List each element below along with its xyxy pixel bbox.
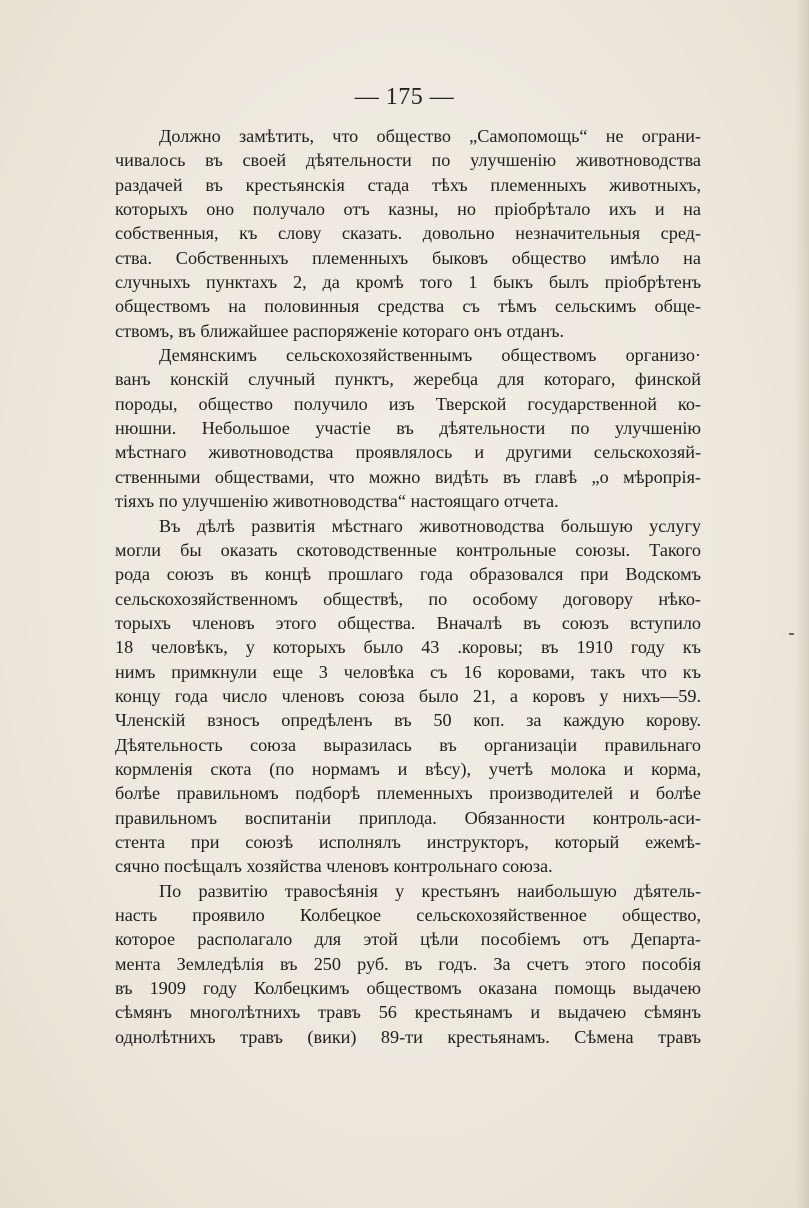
text-line: Демянскимъ сельскохозяйственнымъ обществомъ организо· <box>159 345 701 366</box>
text-line: ствомъ, въ ближайшее распоряженіе котораго онъ отданъ. <box>115 320 565 341</box>
text-line: Должно замѣтить, что общество „Самопомощь“ не ограни- <box>159 126 701 146</box>
page-number: — 175 — <box>354 84 455 110</box>
text-line: которыхъ оно получало отъ казны, но пріобрѣтало ихъ и на <box>115 199 701 220</box>
text-line: нюшни. Небольшое участіе въ дѣятельности по улучшенію <box>115 418 701 439</box>
text-line: торыхъ членовъ этого общества. Вначалѣ въ союзъ вступило <box>115 612 701 633</box>
text-line: сельскохозяйственномъ обществѣ, по особому договору нѣко- <box>115 588 701 609</box>
text-line: обществомъ на половинныя средства съ тѣмъ сельскимъ обще- <box>115 296 701 317</box>
text-line: могли бы оказать скотоводственные контрольные союзы. Такого <box>115 539 701 560</box>
text-line: ственными обществами, что можно видѣть въ главѣ „о мѣропрія- <box>115 466 701 487</box>
text-line: нимъ примкнули еще 3 человѣка съ 16 коровами, такъ что къ <box>115 661 701 682</box>
text-line: мѣстнаго животноводства проявлялось и другими сельскохозяй- <box>115 442 701 463</box>
page-spine-shadow <box>795 0 809 1208</box>
text-line: которое располагало для этой цѣли пособіемъ отъ Департа- <box>115 929 701 950</box>
margin-mark <box>789 633 794 635</box>
text-line: ванъ конскій случный пунктъ, жеребца для котораго, финской <box>115 369 701 390</box>
text-line: насть проявило Колбецкое сельскохозяйственное общество, <box>115 905 701 925</box>
text-line: болѣе правильномъ подборѣ племенныхъ производителей и болѣе <box>115 783 701 804</box>
text-line: случныхъ пунктахъ 2, да кромѣ того 1 быкъ былъ пріобрѣтенъ <box>115 272 701 293</box>
text-line: собственныя, къ слову сказать. довольно незначительныя сред- <box>115 223 701 244</box>
text-line: стента при союзѣ исполнялъ инструкторъ, который ежемѣ- <box>115 831 701 852</box>
text-line: тіяхъ по улучшенію животноводства“ настоящаго отчета. <box>115 491 559 512</box>
text-line: Членскій взносъ опредѣленъ въ 50 коп. за каждую корову. <box>115 710 701 731</box>
text-line: однолѣтнихъ травъ (вики) 89-ти крестьянамъ. Сѣмена травъ <box>115 1026 701 1047</box>
text-line: чивалось въ своей дѣятельности по улучшенію животноводства <box>115 150 701 171</box>
text-line: Дѣятельность союза выразилась въ организаціи правильнаго <box>115 734 701 755</box>
text-line: сячно посѣщалъ хозяйства членовъ контрольнаго союза. <box>115 856 553 877</box>
text-line: 18 человѣкъ, у которыхъ было 43 .коровы; въ 1910 году къ <box>115 637 701 658</box>
text-line: ства. Собственныхъ племенныхъ быковъ общество имѣло на <box>115 247 701 268</box>
text-line: рода союзъ въ концѣ прошлаго года образовался при Водскомъ <box>115 564 701 585</box>
text-line: Въ дѣлѣ развитія мѣстнаго животноводства большую услугу <box>159 515 701 536</box>
text-line: мента Земледѣлія въ 250 руб. въ годъ. За счетъ этого пособія <box>115 953 701 974</box>
text-line: правильномъ воспитаніи приплода. Обязанности контроль-аси- <box>115 807 701 828</box>
text-line: концу года число членовъ союза было 21, а коровъ у нихъ—59. <box>115 685 701 706</box>
text-line: породы, общество получило изъ Тверской государственной ко- <box>115 393 701 414</box>
text-line: въ 1909 году Колбецкимъ обществомъ оказана помощь выдачею <box>115 978 701 999</box>
text-line: сѣмянъ многолѣтнихъ травъ 56 крестьянамъ и выдачею сѣмянъ <box>115 1002 701 1023</box>
text-line: кормленія скота (по нормамъ и вѣсу), учетѣ молока и корма, <box>115 758 701 779</box>
text-line: раздачей въ крестьянскія стада тѣхъ племенныхъ животныхъ, <box>115 174 701 195</box>
body-text <box>115 124 701 1049</box>
text-line: По развитію травосѣянія у крестьянъ наибольшую дѣятель- <box>159 880 701 901</box>
